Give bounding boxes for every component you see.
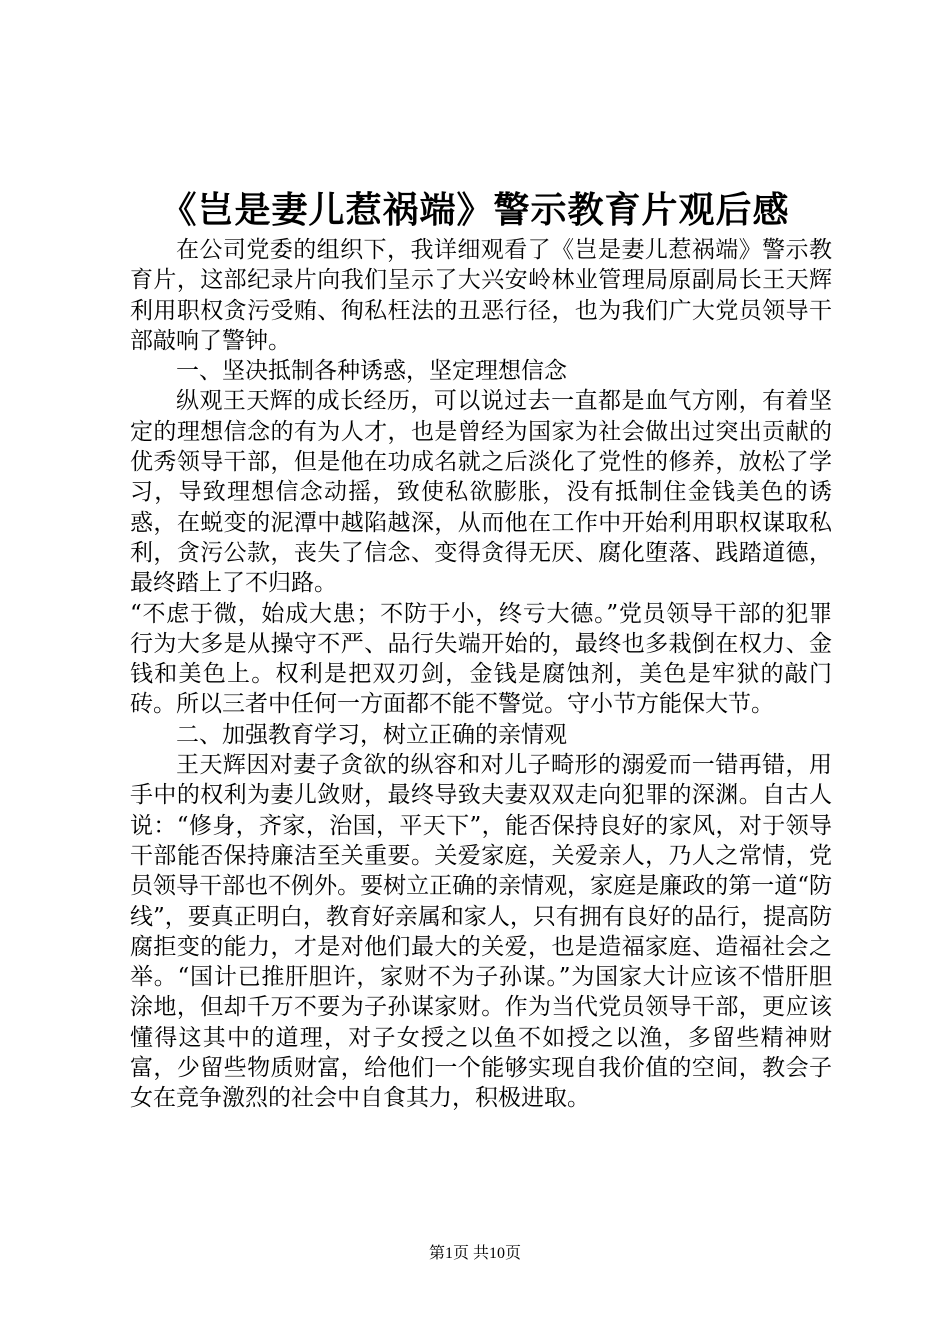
paragraph-section-2: 王天辉因对妻子贪欲的纵容和对儿子畸形的溺爱而一错再错，用手中的权利为妻儿敛财，最终导致夫妻双双走向犯罪的深渊。自古人说：“修身，齐家，治国，平天下”，能否保持良好的家风，对于领导干部能否保持廉洁至关重要。关爱家庭，关爱亲人，乃人之常情，党员领导干部也不例外。要树立正确的亲情观，家庭是廉政的第一道“防线”，要真正明白，教育好亲属和家人，只有拥有良好的品行，提高防腐拒变的能力，才是对他们最大的关爱，也是造福家庭、造福社会之举。“国计已推肝胆许，家财不为子孙谋。”为国家大计应该不惜肝胆涂地，但却千万不要为子孙谋家财。作为当代党员领导干部，更应该懂得这其中的道理，对子女授之以鱼不如授之以渔，多留些精神财富，少留些物质财富，给他们一个能够实现自我价值的空间，教会子女在竞争激烈的社会中自食其力，积极进取。 <box>130 752 832 1112</box>
paragraph-section-1: 纵观王天辉的成长经历，可以说过去一直都是血气方刚，有着坚定的理想信念的有为人才，也是曾经为国家为社会做出过突出贡献的优秀领导干部，但是他在功成名就之后淡化了党性的修养，放松了学习，导致理想信念动摇，致使私欲膨胀，没有抵制住金钱美色的诱惑，在蜕变的泥潭中越陷越深，从而他在工作中开始利用职权谋取私利，贪污公款，丧失了信念、变得贪得无厌、腐化堕落、践踏道德，最终踏上了不归路。 <box>130 388 832 597</box>
page-number-footer: 第1页 共10页 <box>428 1245 521 1262</box>
document-title: 《岂是妻儿惹祸端》警示教育片观后感 <box>160 189 790 231</box>
paragraph-intro: 在公司党委的组织下，我详细观看了《岂是妻儿惹祸端》警示教育片，这部纪录片向我们呈示了大兴安岭林业管理局原副局长王天辉利用职权贪污受贿、徇私枉法的丑恶行径，也为我们广大党员领导干部敲响了警钟。 <box>130 237 832 354</box>
section-heading-1: 一、坚决抵制各种诱惑，坚定理想信念 <box>176 358 567 385</box>
paragraph-quote-1: “不虑于微，始成大患；不防于小，终亏大德。”党员领导干部的犯罪行为大多是从操守不严、品行失端开始的，最终也多栽倒在权力、金钱和美色上。权利是把双刃剑，金钱是腐蚀剂，美色是牢狱的敲门砖。所以三者中任何一方面都不能不警觉。守小节方能保大节。 <box>130 600 832 718</box>
section-heading-2: 二、加强教育学习，树立正确的亲情观 <box>176 721 567 748</box>
document-body <box>130 235 832 1114</box>
